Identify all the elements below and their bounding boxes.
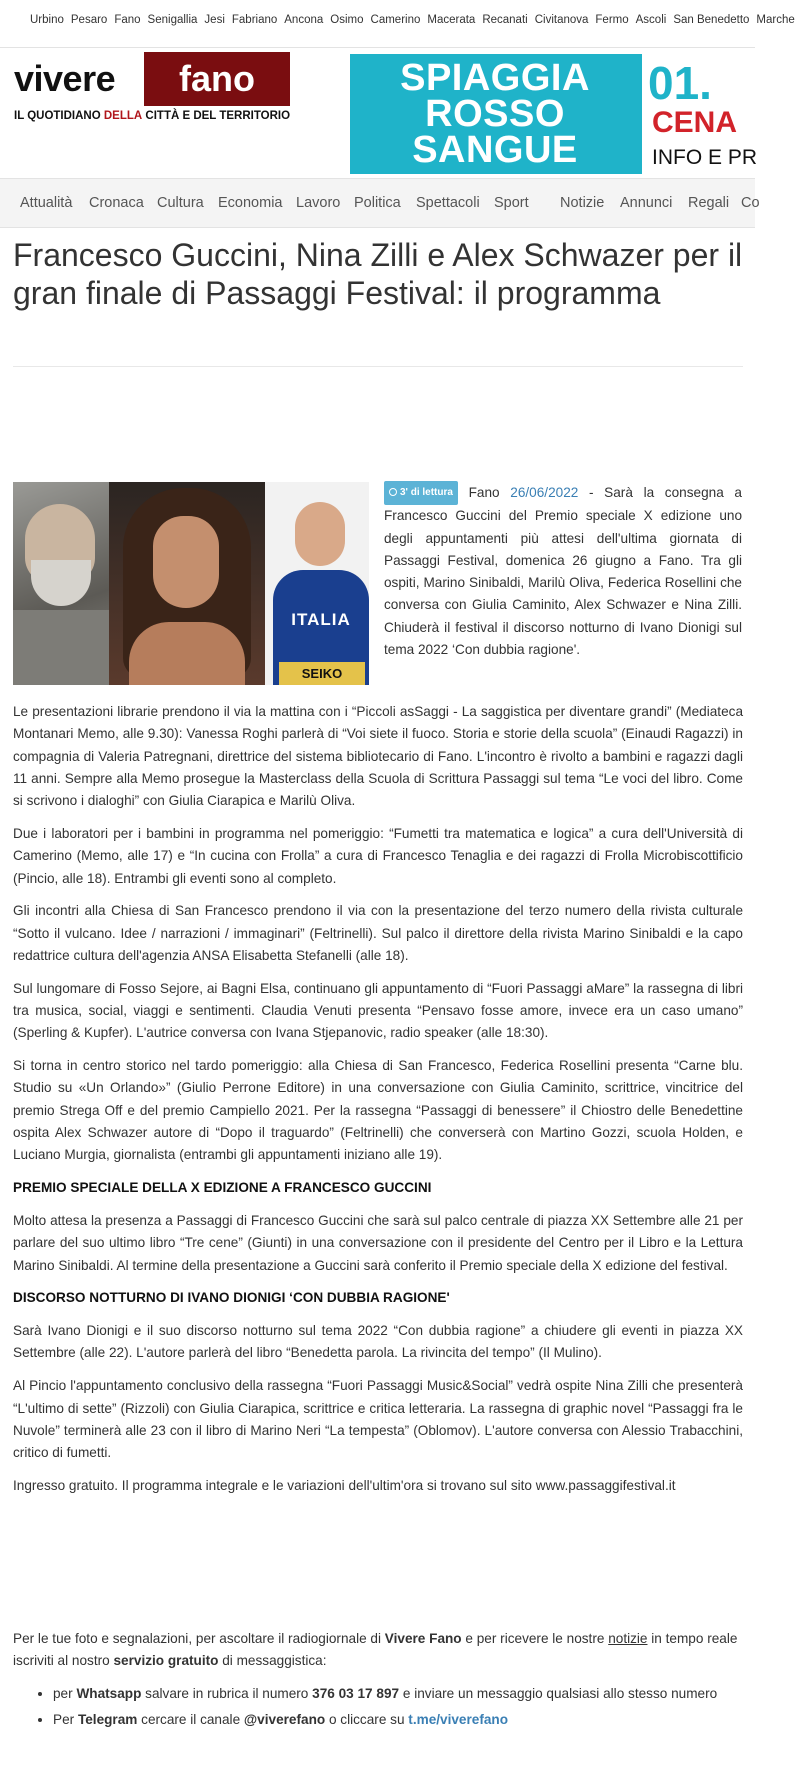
logo-city-box (144, 52, 290, 106)
telegram-item: • Per Telegram cercare il canale @viverefano o cliccare su t.me/viverefano (53, 1709, 743, 1731)
section-heading: DISCORSO NOTTURNO DI IVANO DIONIGI ‘CON DUBBIA RAGIONE' (13, 1290, 450, 1306)
city-link[interactable]: Macerata (427, 14, 476, 26)
article-title: Francesco Guccini, Nina Zilli e Alex Schwazer per il gran finale di Passaggi Festival: il programma (13, 237, 743, 311)
nav-item-lavoro[interactable]: Lavoro (296, 195, 341, 211)
city-link[interactable]: Ancona (284, 14, 324, 26)
nav-item-politica[interactable]: Politica (354, 195, 401, 211)
city-link[interactable]: Urbino (30, 14, 64, 26)
city-link[interactable]: Camerino (370, 14, 421, 26)
city-link[interactable]: Jesi (204, 14, 225, 26)
nav-item-economia[interactable]: Economia (218, 195, 283, 211)
paragraph: Gli incontri alla Chiesa di San Francesco prendono il via con la presentazione del terzo numero della rivista culturale “Sotto il vulcano. Idee / narrazioni / immaginari” (Feltrinelli). Sul palco il direttore della rivista Marino Sinibaldi e la capo redattrice cultura dell'agenzia ANSA Elisabetta Stefanelli (alle 18). (13, 903, 743, 963)
nav-item-cultura[interactable]: Cultura (157, 195, 204, 211)
telegram-channel: @viverefano (243, 1711, 326, 1727)
banner-line-1: SPIAGGIA (400, 57, 590, 99)
city-link[interactable]: Civitanova (534, 14, 589, 26)
reading-time-badge: 3' di lettura (384, 481, 458, 505)
city-link[interactable]: Marche (756, 14, 795, 26)
shirt-text: ITALIA (291, 610, 351, 629)
paragraph: Sarà Ivano Dionigi e il suo discorso notturno sul tema 2022 “Con dubbia ragione” a chiudere gli eventi in piazza XX Settembre (alle 22). L'autore parlerà del libro “Benedetta parola. La rivincita del tempo” (Il Mulino). (13, 1323, 743, 1361)
nav-item-attualita[interactable]: Attualità (20, 195, 73, 211)
nav-item-sport[interactable]: Sport (494, 195, 529, 211)
paragraph: Ingresso gratuito. Il programma integrale e le variazioni dell'ultim'ora si trovano sul sito www.passaggifestival.it (13, 1477, 676, 1493)
city-link[interactable]: Fabriano (231, 14, 278, 26)
site-logo[interactable] (14, 52, 290, 126)
banner-info: INFO E PR (652, 146, 758, 169)
nav-item-spettacoli[interactable]: Spettacoli (416, 195, 480, 211)
city-link[interactable]: San Benedetto (673, 14, 750, 26)
article-date[interactable]: 26/06/2022 (510, 485, 579, 500)
city-link[interactable]: Pesaro (70, 14, 108, 26)
ad-banner[interactable] (350, 54, 758, 174)
city-link[interactable]: Ascoli (635, 14, 667, 26)
paragraph: Due i laboratori per i bambini in programma nel pomeriggio: “Fumetti tra matematica e logica” a cura dell'Università di Camerino (Memo, alle 17) e “In cucina con Frolla” a cura di Francesco Tenaglia e dei ragazzi di Frolla Microbiscottificio (Pincio, alle 18). Entrambi gli eventi sono al completo. (13, 825, 743, 886)
subscription-note (13, 1628, 743, 1735)
subscription-text: Per le tue foto e segnalazioni, per ascoltare il radiogiornale di Vivere Fano e per ricevere le nostre notizie in tempo reale iscriviti al nostro servizio gratuito di messaggistica: (13, 1631, 738, 1669)
whatsapp-item: • per Whatsapp salvare in rubrica il numero 376 03 17 897 e inviare un messaggio qualsiasi allo stesso numero (53, 1683, 743, 1705)
telegram-link[interactable]: t.me/viverefano (408, 1711, 509, 1727)
nav-item-cronaca[interactable]: Cronaca (89, 195, 144, 211)
clock-icon (389, 488, 397, 496)
logo-tagline: IL QUOTIDIANO DELLA CITTÀ E DEL TERRITORIO (14, 110, 291, 122)
logo-city: fano (179, 58, 255, 99)
city-bar (0, 0, 795, 48)
main-nav (0, 178, 760, 228)
nav-item-more[interactable]: Co (741, 195, 760, 211)
city-link[interactable]: Fermo (595, 14, 629, 26)
nav-item-annunci[interactable]: Annunci (620, 195, 673, 211)
photo-person-center (109, 482, 265, 685)
banner-line-3: SANGUE (412, 129, 578, 171)
city-link[interactable]: Recanati (482, 14, 528, 26)
city-link[interactable]: Fano (114, 14, 141, 26)
section-heading: PREMIO SPECIALE DELLA X EDIZIONE A FRANCESCO GUCCINI (13, 1180, 432, 1196)
nav-item-regali[interactable]: Regali (688, 195, 730, 211)
bib-text: SEIKO (279, 662, 365, 685)
news-link[interactable]: notizie (608, 1631, 648, 1646)
nav-item-notizie[interactable]: Notizie (560, 195, 605, 211)
city-link[interactable]: Osimo (330, 14, 364, 26)
article-photo[interactable] (13, 482, 369, 685)
title-divider (13, 366, 743, 367)
banner-date: 01. (648, 57, 712, 109)
banner-line-2: ROSSO (425, 93, 565, 135)
intro-text: - Sarà la consegna a Francesco Guccini del Premio speciale X edizione uno degli appuntamenti più attesi dell'ultima giornata di Passaggi Festival, domenica 26 giugno a Fano. Tra gli ospiti, Marino Sinibaldi, Marilù Oliva, Federica Rosellini che conversa con Giulia Caminito, Alex Schwazer e Nina Zilli. Chiuderà il festival il discorso notturno di Ivano Dionigi sul tema 2022 ‘Con dubbia ragione'. (384, 485, 742, 658)
banner-cena: CENA (652, 106, 738, 139)
city-link[interactable]: Senigallia (147, 14, 198, 26)
site-header (0, 48, 758, 178)
logo-word: vivere (14, 58, 116, 99)
banner-right-panel (642, 54, 758, 174)
photo-person-right (265, 482, 369, 685)
paragraph: Le presentazioni librarie prendono il via la mattina con i “Piccoli asSaggi - La saggistica per diventare grandi” (Mediateca Montanari Memo, alle 9.30): Vanessa Roghi parlerà di “Voi siete il fuoco. Storia e storie della scuola” (Einaudi Ragazzi) in compagnia di Valeria Patregnani, direttrice del sistema bibliotecario di Fano. L'incontro è rivolto a bambini e ragazzi dagli 11 anni. Sempre alla Memo prosegue la Masterclass della Scuola di Scrittura Passaggi sul tema “Le voci del libro. Come si scrivono i dialoghi” con Giulia Ciarapica e Marilù Oliva. (13, 704, 743, 809)
city-links (30, 14, 802, 26)
paragraph: Si torna in centro storico nel tardo pomeriggio: alla Chiesa di San Francesco, Federica Rosellini presenta “Carne blu. Studio su «Un Orlando»” (Giulio Perrone Editore) in una conversazione con Giulia Caminito, scrittrice, vincitrice del premio Strega Off e del premio Campiello 2021. Per la rassegna “Passaggi di benessere” il Chiostro delle Benedettine ospita Alex Schwazer autore di “Dopo il traguardo” (Feltrinelli) che converserà con Martino Gozzi, scuola Holden, e Luciano Murgia, giornalista (entrambi gli appuntamenti iniziano alle 19). (13, 1058, 743, 1163)
whatsapp-number: 376 03 17 897 (312, 1685, 400, 1701)
article-intro (384, 481, 742, 661)
paragraph: Sul lungomare di Fosso Sejore, ai Bagni Elsa, continuano gli appuntamento di “Fuori Passaggi aMare” la rassegna di libri tra musica, social, viaggi e sentimenti. Claudia Venuti presenta “Pensavo fosse amore, invece era un caso umano” (Sperling & Kupfer). L'autrice conversa con Ivana Stjepanovic, radio speaker (alle 18:30). (13, 980, 743, 1041)
paragraph: Al Pincio l'appuntamento conclusivo della rassegna “Fuori Passaggi Music&Social” vedrà ospite Nina Zilli che presenterà “L'ultimo di sette” (Rizzoli) con Giulia Ciarapica, scrittrice e critica letteraria. La rassegna di graphic novel “Passaggi fra le Nuvole” terminerà alle 23 con il libro di Marino Neri “La tempesta” (Oblomov). L'autore conversa con Alessio Trabacchini, critico di fumetti. (13, 1378, 743, 1461)
photo-person-left (13, 482, 109, 685)
article-body (13, 701, 743, 1508)
article-city: Fano (468, 485, 500, 500)
messaging-list (13, 1683, 743, 1732)
paragraph: Molto attesa la presenza a Passaggi di Francesco Guccini che sarà sul palco centrale di piazza XX Settembre alle 21 per parlare del suo ultimo libro “Tre cene” (Giunti) in una conversazione con il presidente del Centro per il Libro e la Lettura Marino Sinibaldi. Al termine della presentazione a Guccini sarà conferito il Premio speciale della X edizione del festival. (13, 1212, 743, 1273)
